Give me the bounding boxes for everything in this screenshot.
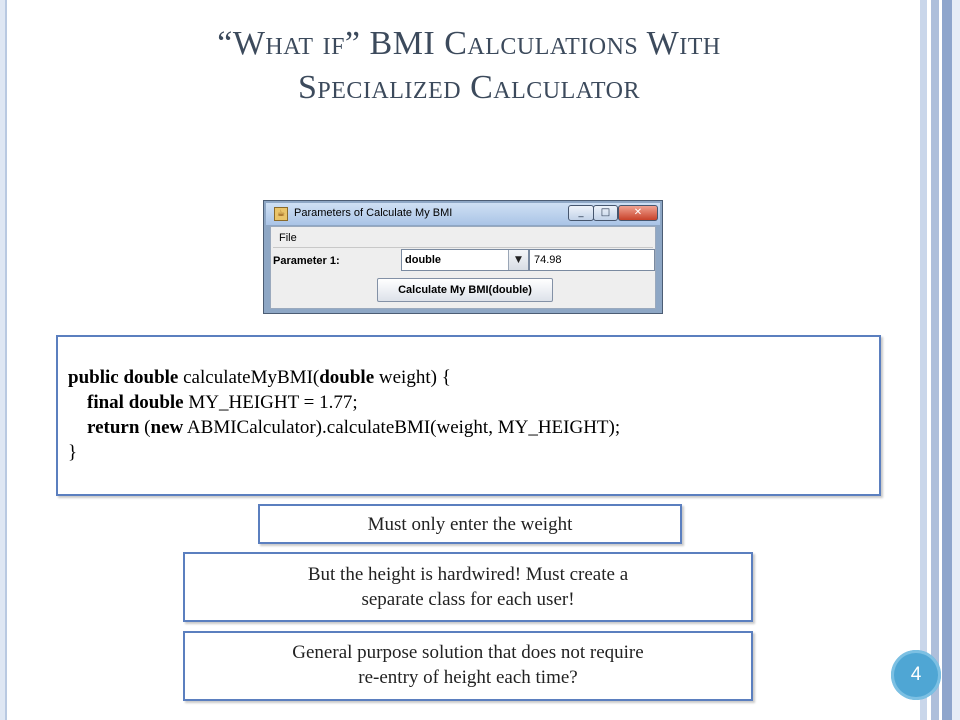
parameter-type-select[interactable] [401, 249, 529, 271]
close-icon[interactable]: ✕ [618, 205, 658, 221]
parameter-label: Parameter 1: [273, 255, 340, 267]
note-general-solution [183, 631, 753, 701]
page-number-badge: 4 [891, 650, 941, 700]
code-closing-brace: } [68, 442, 78, 463]
note-text: separate class for each user! [361, 589, 575, 610]
code-text-segment: ABMICalculator).calculateBMI(weight, MY_HEIGHT); [183, 417, 621, 438]
slide-frame-left [0, 0, 11, 720]
code-text-segment: MY_HEIGHT = 1.77; [183, 392, 358, 413]
calculate-bmi-button[interactable]: Calculate My BMI(double) [377, 278, 553, 302]
note-height-hardwired [183, 552, 753, 622]
menu-divider [273, 247, 653, 248]
slide-frame-right [918, 0, 960, 720]
window-title: Parameters of Calculate My BMI [294, 207, 453, 219]
code-keyword: return [87, 417, 140, 438]
code-block [56, 335, 881, 496]
minimize-icon[interactable]: _ [568, 205, 594, 221]
slide-title-line1: “What if” BMI Calculations With [217, 25, 721, 62]
bmi-parameters-window [263, 200, 663, 314]
chevron-down-icon[interactable]: ▼ [508, 250, 528, 270]
note-text: Must only enter the weight [367, 514, 573, 535]
slide-title-line2: Specialized Calculator [298, 69, 640, 106]
code-text-segment: weight) { [374, 367, 451, 388]
code-keyword: final double [87, 392, 184, 413]
code-keyword: public double [68, 367, 179, 388]
code-keyword: double [319, 367, 375, 388]
maximize-icon[interactable]: □ [593, 205, 618, 221]
weight-input[interactable]: 74.98 [529, 249, 655, 271]
note-text: General purpose solution that does not require [292, 642, 644, 663]
code-keyword: new [150, 417, 184, 438]
slide-title [60, 22, 878, 110]
note-text: But the height is hardwired! Must create a [307, 564, 629, 585]
parameter-type-value: double [405, 254, 442, 266]
note-weight-only [258, 504, 682, 544]
window-titlebar[interactable] [266, 203, 660, 225]
code-text [68, 365, 620, 465]
note-text: re-entry of height each time? [358, 667, 578, 688]
java-app-icon: ☕ [274, 207, 288, 221]
code-text-segment: ( [139, 417, 151, 438]
window-content [270, 226, 656, 309]
menu-file[interactable]: File [279, 232, 297, 244]
code-text-segment: calculateMyBMI( [178, 367, 320, 388]
